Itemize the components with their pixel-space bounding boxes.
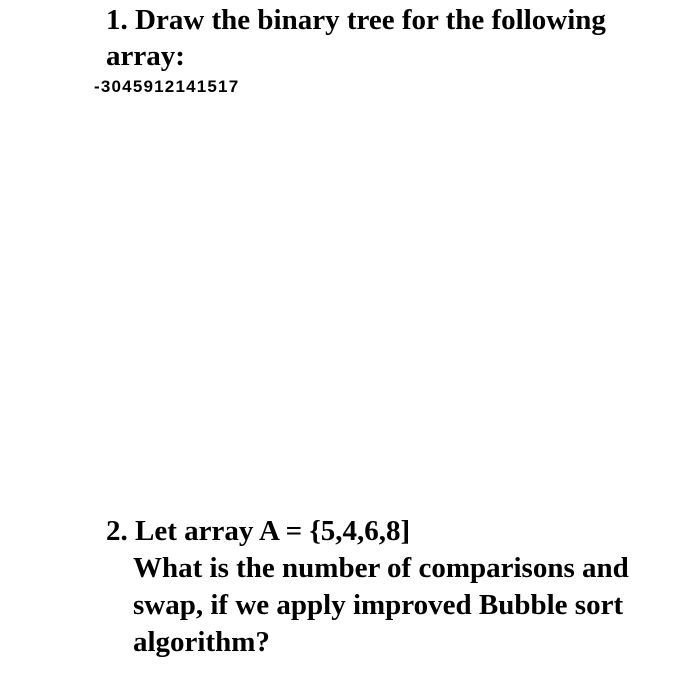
question-1-title: 1. Draw the binary tree for the following array: (106, 4, 606, 72)
question-2 (106, 513, 696, 661)
question-2-body: What is the number of comparisons and swap, if we apply improved Bubble sort algorithm? (133, 552, 629, 658)
question-1-array: -3045912141517 (94, 77, 240, 96)
question-2-heading: 2. Let array A = {5,4,6,8] (106, 515, 411, 547)
